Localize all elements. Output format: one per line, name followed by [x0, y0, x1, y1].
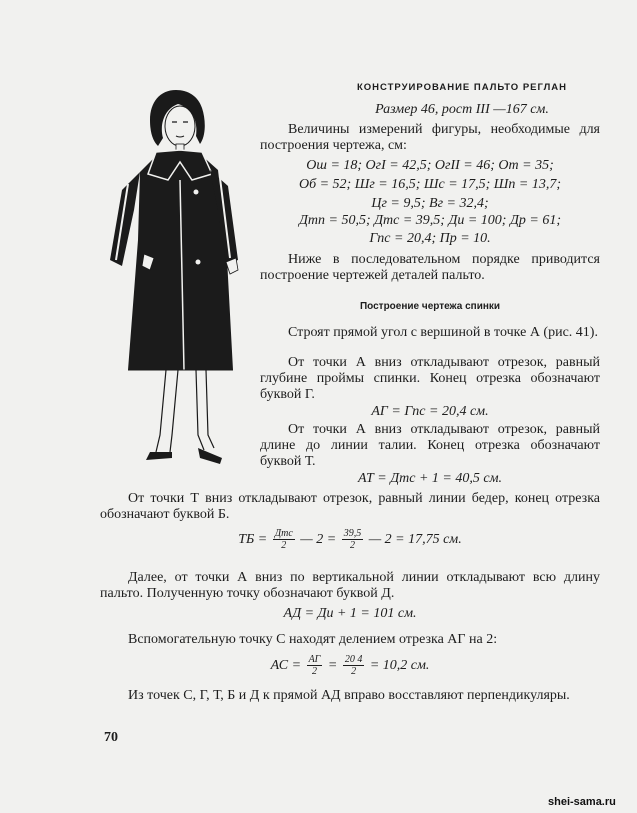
fraction-denominator: 2 [349, 540, 355, 552]
fraction-numerator: АГ [308, 654, 321, 666]
page-heading: КОНСТРУИРОВАНИЕ ПАЛЬТО РЕГЛАН [356, 82, 568, 93]
fraction-numerator: 20 4 [344, 654, 363, 666]
fraction-numerator: 39,5 [343, 528, 362, 540]
page-subheading: Размер 46, рост III —167 см. [375, 102, 549, 117]
formula-ac-fraction-2 [343, 654, 365, 677]
measurement-line-4: Дтп = 50,5; Дтс = 39,5; Ди = 100; Др = 61; [298, 213, 561, 228]
fraction-denominator: 2 [351, 666, 357, 678]
paragraph-2: От точки А вниз откладывают отрезок, равный глубине проймы спинки. Конец отрезка обозначают буквой Г. [260, 355, 600, 402]
order-paragraph: Ниже в последовательном порядке приводится построение чертежей деталей пальто. [260, 252, 600, 283]
coat-illustration [88, 80, 263, 465]
formula-ac-mid: = [327, 658, 338, 673]
section-title: Построение чертежа спинки [359, 301, 501, 312]
paragraph-3: От точки А вниз откладывают отрезок, равный длине до линии талии. Конец отрезка обозначают буквой Т. [260, 422, 600, 469]
formula-ag: АГ = Гпс = 20,4 см. [371, 404, 489, 419]
measurement-line-2: Об = 52; Шг = 16,5; Шс = 17,5; Шп = 13,7; [298, 177, 562, 192]
fraction-denominator: 2 [311, 666, 317, 678]
measurement-line-1: Ош = 18; ОгI = 42,5; ОгII = 46; От = 35; [306, 158, 554, 173]
formula-ac-tail: = 10,2 см. [369, 658, 430, 673]
formula-tb-tail: — 2 = 17,75 см. [368, 532, 462, 547]
formula-tb-lead: ТБ = [238, 532, 268, 547]
fraction-numerator: Дтс [274, 528, 293, 540]
paragraph-4: От точки Т вниз откладывают отрезок, равный линии бедер, конец отрезка обозначают буквой Б. [100, 491, 600, 522]
measurements-intro: Величины измерений фигуры, необходимые для построения чертежа, см: [260, 122, 600, 153]
measurement-line-3: Цг = 9,5; Вг = 32,4; [371, 196, 489, 211]
paragraph-6: Вспомогательную точку С находят делением отрезка АГ на 2: [128, 632, 498, 647]
watermark: shei-sama.ru [548, 796, 616, 808]
measurement-line-5: Гпс = 20,4; Пр = 10. [369, 231, 491, 246]
paragraph-1: Строят прямой угол с вершиной в точке А (рис. 41). [288, 325, 598, 340]
formula-tb-fraction-2 [342, 528, 364, 551]
formula-ac [100, 654, 600, 678]
formula-at: АТ = Дтс + 1 = 40,5 см. [357, 471, 503, 486]
fraction-denominator: 2 [281, 540, 287, 552]
formula-tb [100, 528, 600, 552]
page-number: 70 [104, 730, 118, 745]
paragraph-7: Из точек С, Г, Т, Б и Д к прямой АД вправо восставляют перпендикуляры. [128, 688, 570, 703]
formula-ad: АД = Ди + 1 = 101 см. [283, 606, 417, 621]
formula-tb-fraction-1 [273, 528, 295, 551]
paragraph-5: Далее, от точки А вниз по вертикальной линии откладывают всю длину пальто. Полученную точку обозначают буквой Д. [100, 570, 600, 601]
formula-ac-fraction-1 [307, 654, 323, 677]
formula-tb-mid: — 2 = [300, 532, 337, 547]
formula-ac-lead: АС = [270, 658, 302, 673]
